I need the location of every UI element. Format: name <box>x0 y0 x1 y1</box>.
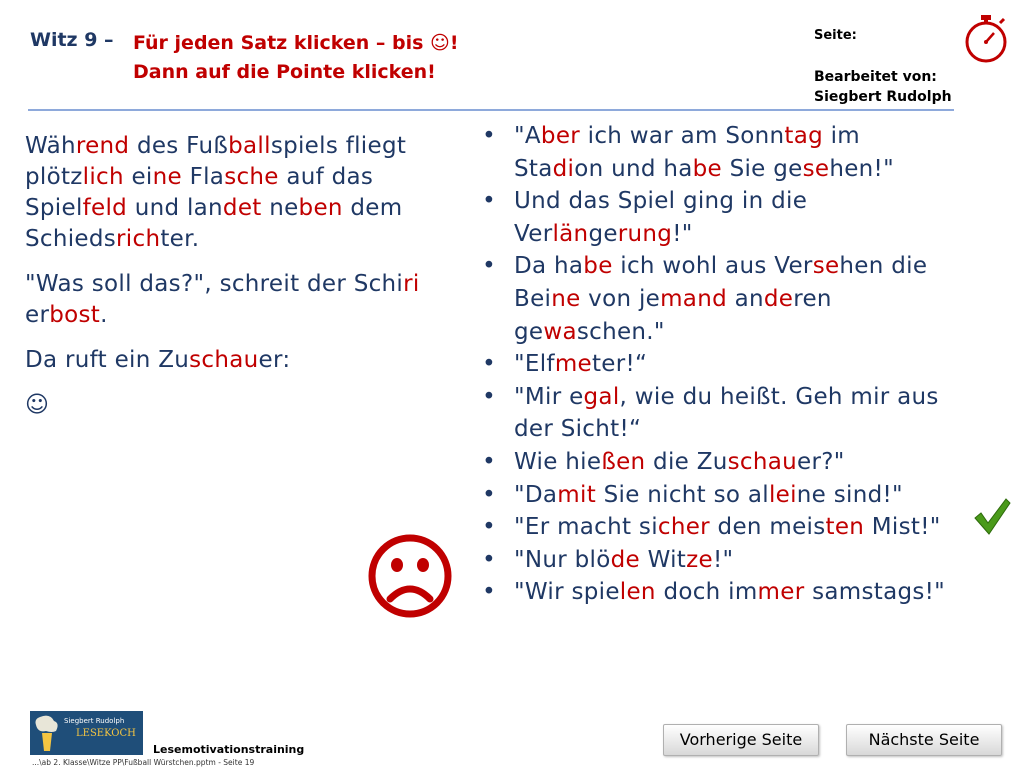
highlighted-syllable: ne <box>152 164 182 190</box>
highlighted-syllable: sche <box>224 164 279 190</box>
highlighted-syllable: län <box>552 220 589 247</box>
story-paragraph <box>25 390 465 421</box>
text-run: an <box>726 285 764 312</box>
file-path-text: ...\ab 2. Klasse\Witze PP\Fußball Würstchen.pptm - Seite 19 <box>32 758 255 767</box>
logo-big-text: LESEKOCH <box>76 728 136 739</box>
highlighted-syllable: tag <box>784 123 823 149</box>
edited-by-block <box>814 67 952 107</box>
story-paragraph <box>25 345 465 376</box>
text-run: "Da <box>514 481 558 508</box>
previous-page-button[interactable]: Vorherige Seite <box>663 724 819 756</box>
highlighted-syllable: det <box>222 195 262 221</box>
text-run: hen!" <box>829 155 894 182</box>
text-run: Da ruft ein Zu <box>25 347 190 373</box>
punchline-option[interactable] <box>480 511 950 544</box>
text-run: on und ha <box>574 155 693 182</box>
text-run: "A <box>514 123 541 149</box>
highlighted-syllable: feld <box>82 195 128 221</box>
edited-by-label: Bearbeitet von: <box>814 69 937 85</box>
text-run: ter. <box>160 226 200 252</box>
bullet-marker: • <box>482 253 496 280</box>
brand-text: Lesemotivationstraining <box>153 743 305 756</box>
text-run: von je <box>580 285 661 312</box>
text-run: ter!“ <box>591 351 648 378</box>
text-run: Da ha <box>514 253 584 280</box>
highlighted-syllable: rung <box>617 220 673 247</box>
stopwatch-icon[interactable] <box>962 13 1010 63</box>
text-run: den meis <box>709 514 826 541</box>
checkmark-icon[interactable] <box>972 496 1012 536</box>
punchline-option[interactable] <box>480 185 950 250</box>
highlighted-syllable: me <box>554 351 592 378</box>
text-run: spiels fliegt plötz <box>25 133 407 190</box>
text-run: er: <box>258 347 291 373</box>
bullet-marker: • <box>482 351 496 378</box>
highlighted-syllable: be <box>583 253 613 280</box>
text-run: ge <box>588 220 618 247</box>
text-run: Sie ge <box>721 155 803 182</box>
highlighted-syllable: se <box>812 253 840 280</box>
text-run: Sie nicht so al <box>596 481 769 508</box>
text-run: und lan <box>127 195 223 221</box>
bullet-marker: • <box>482 123 496 149</box>
text-run: ren ge <box>514 285 832 345</box>
sad-face-icon[interactable] <box>366 533 454 619</box>
text-run: ☺ <box>25 392 50 418</box>
text-run: ich war am Sonn <box>580 123 785 149</box>
highlighted-syllable: de <box>610 546 640 573</box>
lesekoch-logo <box>30 711 143 755</box>
bullet-marker: • <box>482 514 496 541</box>
text-run: ne <box>261 195 299 221</box>
text-run: ei <box>123 164 153 190</box>
text-run: !" <box>712 546 734 573</box>
highlighted-syllable: di <box>552 155 575 182</box>
text-run: "Elf <box>514 351 555 378</box>
bullet-marker: • <box>482 383 496 410</box>
bullet-marker: • <box>482 188 496 215</box>
punchline-list <box>480 120 950 609</box>
highlighted-syllable: mer <box>757 579 805 606</box>
highlighted-syllable: schau <box>727 448 798 475</box>
highlighted-syllable: se <box>802 155 830 182</box>
text-run: Wit <box>639 546 687 573</box>
text-run: Mist!" <box>864 514 941 541</box>
text-run: Fla <box>181 164 225 190</box>
bullet-marker: • <box>482 546 496 573</box>
text-run: des Fuß <box>129 133 229 159</box>
highlighted-syllable: mand <box>660 285 727 312</box>
highlighted-syllable: ball <box>228 133 271 159</box>
highlighted-syllable: mit <box>557 481 597 508</box>
highlighted-syllable: ne <box>551 285 581 312</box>
punchline-option[interactable] <box>480 120 950 185</box>
bullet-marker: • <box>482 481 496 508</box>
text-run: Wäh <box>25 133 76 159</box>
punchline-option[interactable] <box>480 348 950 381</box>
punchline-option[interactable] <box>480 381 950 446</box>
text-run: die Zu <box>645 448 728 475</box>
story-paragraph <box>25 269 465 331</box>
punchline-option[interactable] <box>480 250 950 348</box>
highlighted-syllable: lich <box>82 164 124 190</box>
page-label: Seite: <box>814 28 857 43</box>
next-page-button[interactable]: Nächste Seite <box>846 724 1002 756</box>
instruction-line-1: Für jeden Satz klicken – bis ☺! <box>133 32 459 54</box>
bullet-marker: • <box>482 448 496 475</box>
punchline-option[interactable] <box>480 544 950 577</box>
text-run: "Er macht si <box>514 514 658 541</box>
highlighted-syllable: de <box>763 285 794 312</box>
header-divider <box>28 109 954 111</box>
highlighted-syllable: ber <box>540 123 581 149</box>
text-run: Wie hie <box>514 448 602 475</box>
text-run: !" <box>672 220 693 247</box>
bullet-marker: • <box>482 579 496 606</box>
highlighted-syllable: wa <box>543 318 577 345</box>
story-paragraph <box>25 131 465 255</box>
highlighted-syllable: ßen <box>601 448 646 475</box>
instruction-line-2: Dann auf die Pointe klicken! <box>133 61 436 83</box>
text-run: samstags!" <box>804 579 946 606</box>
text-run: dem Schieds <box>25 195 403 252</box>
punchline-option[interactable] <box>480 576 950 609</box>
highlighted-syllable: rend <box>75 133 130 159</box>
highlighted-syllable: ri <box>403 271 420 297</box>
text-run: ich wohl aus Ver <box>612 253 813 280</box>
highlighted-syllable: ten <box>825 514 865 541</box>
text-run: im Sta <box>514 123 861 182</box>
text-run: doch im <box>655 579 758 606</box>
highlighted-syllable: len <box>619 579 656 606</box>
text-run: "Wir spie <box>514 579 620 606</box>
joke-number-label: Witz 9 – <box>30 29 114 51</box>
highlighted-syllable: rich <box>116 226 161 252</box>
author-name: Siegbert Rudolph <box>814 89 952 105</box>
highlighted-syllable: bost <box>49 302 101 328</box>
text-run: , wie du heißt. Geh mir aus der Sicht!“ <box>514 383 939 443</box>
joke-story[interactable] <box>25 131 465 435</box>
highlighted-syllable: gal <box>583 383 620 410</box>
text-run: ne sind!" <box>796 481 903 508</box>
text-run: er?" <box>797 448 845 475</box>
text-run: hen die Bei <box>514 253 928 312</box>
highlighted-syllable: schau <box>189 347 259 373</box>
highlighted-syllable: ben <box>298 195 343 221</box>
highlighted-syllable: cher <box>657 514 710 541</box>
highlighted-syllable: be <box>692 155 722 182</box>
text-run: "Nur blö <box>514 546 611 573</box>
highlighted-syllable: ze <box>686 546 713 573</box>
instruction-text <box>133 29 459 87</box>
punchline-option[interactable] <box>480 446 950 479</box>
text-run: schen." <box>576 318 665 345</box>
text-run: "Mir e <box>514 383 584 410</box>
text-run: "Was soll das?", schreit der Schi <box>25 271 404 297</box>
text-run: auf das Spiel <box>25 164 374 221</box>
highlighted-syllable: lei <box>768 481 797 508</box>
text-run: er <box>25 302 50 328</box>
punchline-option[interactable] <box>480 479 950 512</box>
text-run: . <box>100 302 108 328</box>
logo-small-text: Siegbert Rudolph <box>64 717 125 725</box>
text-run: Und das Spiel ging in die Ver <box>514 188 808 247</box>
